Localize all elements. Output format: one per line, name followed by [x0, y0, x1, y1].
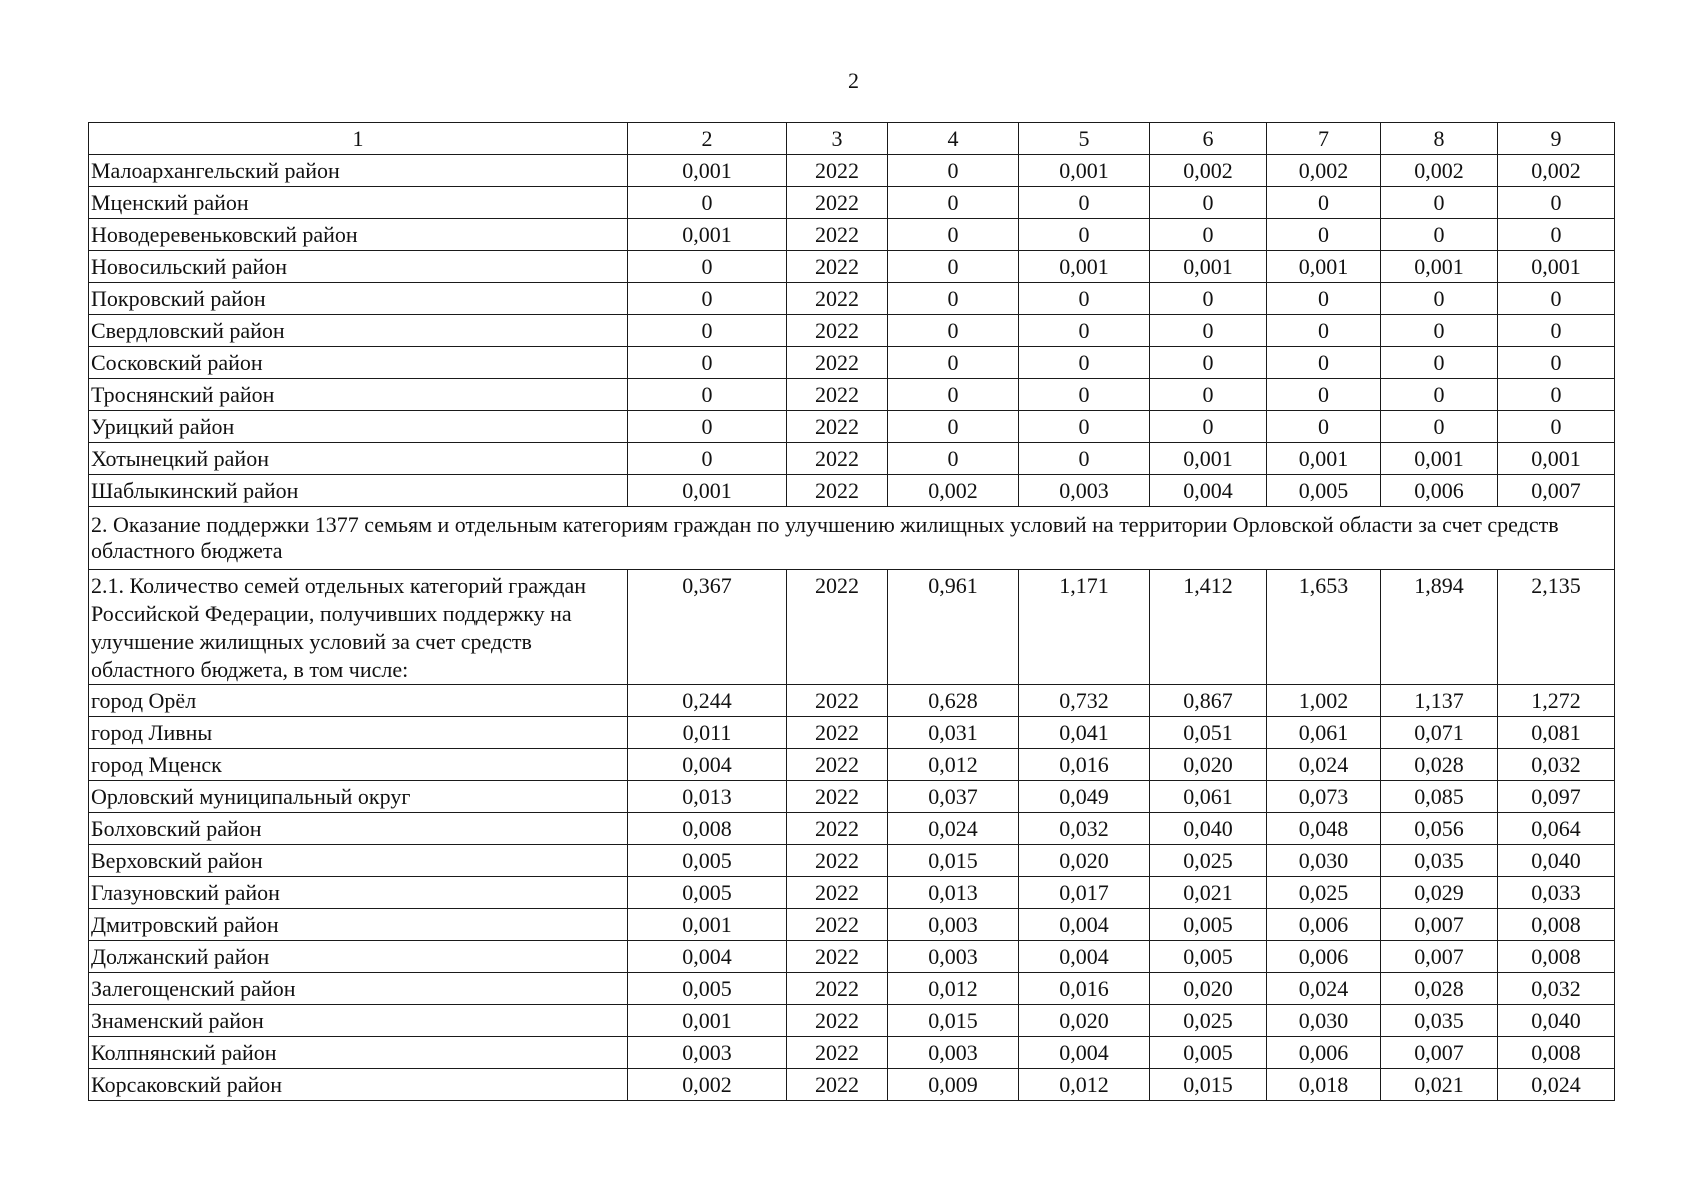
value-cell: 0,001: [1498, 443, 1615, 475]
value-cell: 0,007: [1381, 1037, 1498, 1069]
value-cell: 0: [1019, 187, 1150, 219]
table-body: [89, 123, 1615, 1101]
territory-name: Орловский муниципальный округ: [89, 781, 628, 813]
value-cell: 2022: [787, 909, 888, 941]
indicator-row: [89, 570, 1615, 685]
table-row: [89, 909, 1615, 941]
value-cell: 0: [1381, 379, 1498, 411]
value-cell: 0,048: [1267, 813, 1381, 845]
value-cell: 0: [1498, 283, 1615, 315]
value-cell: 0: [888, 187, 1019, 219]
value-cell: 0,028: [1381, 749, 1498, 781]
table-row: [89, 187, 1615, 219]
value-cell: 0: [888, 315, 1019, 347]
value-cell: 0: [1381, 347, 1498, 379]
value-cell: 0,961: [888, 570, 1019, 685]
value-cell: 0,020: [1150, 973, 1267, 1005]
value-cell: 0,025: [1150, 1005, 1267, 1037]
value-cell: 0,085: [1381, 781, 1498, 813]
territory-name: Свердловский район: [89, 315, 628, 347]
value-cell: 0: [628, 251, 787, 283]
value-cell: 0,003: [888, 1037, 1019, 1069]
value-cell: 0: [1498, 219, 1615, 251]
value-cell: 0,020: [1019, 1005, 1150, 1037]
section-heading: 2. Оказание поддержки 1377 семьям и отдельным категориям граждан по улучшению жилищных условий на территории Орловской области за счет средств областного бюджета: [89, 507, 1615, 570]
territory-name: Покровский район: [89, 283, 628, 315]
value-cell: 0: [1381, 315, 1498, 347]
value-cell: 0: [628, 411, 787, 443]
territory-name: Мценский район: [89, 187, 628, 219]
value-cell: 0,064: [1498, 813, 1615, 845]
value-cell: 0: [888, 283, 1019, 315]
value-cell: 0,004: [1019, 909, 1150, 941]
value-cell: 0,012: [888, 973, 1019, 1005]
value-cell: 0,001: [628, 909, 787, 941]
value-cell: 0,073: [1267, 781, 1381, 813]
value-cell: 0,071: [1381, 717, 1498, 749]
value-cell: 0,061: [1150, 781, 1267, 813]
value-cell: 0,007: [1381, 909, 1498, 941]
value-cell: 0,001: [1267, 251, 1381, 283]
value-cell: 2022: [787, 347, 888, 379]
value-cell: 0,020: [1150, 749, 1267, 781]
column-number: 2: [628, 123, 787, 155]
value-cell: 0: [1150, 283, 1267, 315]
territory-name: Дмитровский район: [89, 909, 628, 941]
territory-name: город Орёл: [89, 685, 628, 717]
value-cell: 0,016: [1019, 973, 1150, 1005]
value-cell: 2,135: [1498, 570, 1615, 685]
value-cell: 0,030: [1267, 1005, 1381, 1037]
value-cell: 2022: [787, 443, 888, 475]
value-cell: 0,007: [1381, 941, 1498, 973]
value-cell: 0,004: [1019, 941, 1150, 973]
value-cell: 0,061: [1267, 717, 1381, 749]
table-row: [89, 717, 1615, 749]
value-cell: 0: [888, 155, 1019, 187]
value-cell: 0,003: [1019, 475, 1150, 507]
value-cell: 0,005: [1150, 941, 1267, 973]
table-row: [89, 379, 1615, 411]
value-cell: 0,005: [628, 973, 787, 1005]
value-cell: 0,013: [888, 877, 1019, 909]
value-cell: 0,024: [1498, 1069, 1615, 1101]
value-cell: 0,001: [1381, 251, 1498, 283]
value-cell: 0,003: [888, 909, 1019, 941]
value-cell: 2022: [787, 941, 888, 973]
value-cell: 0,015: [888, 845, 1019, 877]
value-cell: 0,007: [1498, 475, 1615, 507]
value-cell: 1,653: [1267, 570, 1381, 685]
value-cell: 0,001: [628, 219, 787, 251]
value-cell: 2022: [787, 685, 888, 717]
value-cell: 2022: [787, 379, 888, 411]
column-number: 8: [1381, 123, 1498, 155]
value-cell: 0: [1267, 347, 1381, 379]
value-cell: 0: [1267, 187, 1381, 219]
value-cell: 0: [888, 347, 1019, 379]
value-cell: 0,006: [1267, 909, 1381, 941]
value-cell: 0,031: [888, 717, 1019, 749]
territory-name: Верховский район: [89, 845, 628, 877]
territory-name: Малоархангельский район: [89, 155, 628, 187]
value-cell: 0,008: [1498, 909, 1615, 941]
territory-name: Хотынецкий район: [89, 443, 628, 475]
value-cell: 0,004: [1150, 475, 1267, 507]
value-cell: 0,006: [1267, 1037, 1381, 1069]
value-cell: 0: [1381, 411, 1498, 443]
value-cell: 0: [888, 219, 1019, 251]
column-number: 9: [1498, 123, 1615, 155]
territory-name: Корсаковский район: [89, 1069, 628, 1101]
table-row: [89, 155, 1615, 187]
column-number: 3: [787, 123, 888, 155]
territory-name: Залегощенский район: [89, 973, 628, 1005]
value-cell: 0,024: [888, 813, 1019, 845]
value-cell: 0,013: [628, 781, 787, 813]
value-cell: 0: [1150, 219, 1267, 251]
value-cell: 0: [1150, 379, 1267, 411]
value-cell: 2022: [787, 155, 888, 187]
value-cell: 0,002: [1267, 155, 1381, 187]
value-cell: 1,272: [1498, 685, 1615, 717]
value-cell: 0: [1267, 411, 1381, 443]
table-row: [89, 251, 1615, 283]
value-cell: 0,005: [628, 845, 787, 877]
value-cell: 0: [628, 283, 787, 315]
territory-name: Болховский район: [89, 813, 628, 845]
value-cell: 0: [1267, 283, 1381, 315]
column-number: 7: [1267, 123, 1381, 155]
value-cell: 0,035: [1381, 1005, 1498, 1037]
table-row: [89, 443, 1615, 475]
value-cell: 0,002: [888, 475, 1019, 507]
territory-name: город Ливны: [89, 717, 628, 749]
value-cell: 0,040: [1498, 845, 1615, 877]
value-cell: 0,005: [1267, 475, 1381, 507]
value-cell: 0,004: [1019, 1037, 1150, 1069]
table-row: [89, 1037, 1615, 1069]
value-cell: 0,002: [1150, 155, 1267, 187]
table-row: [89, 845, 1615, 877]
value-cell: 0,001: [1019, 251, 1150, 283]
value-cell: 0,030: [1267, 845, 1381, 877]
value-cell: 1,002: [1267, 685, 1381, 717]
table-row: [89, 475, 1615, 507]
value-cell: 0: [888, 251, 1019, 283]
value-cell: 0: [1019, 379, 1150, 411]
value-cell: 0: [1150, 347, 1267, 379]
value-cell: 0,024: [1267, 973, 1381, 1005]
value-cell: 0,011: [628, 717, 787, 749]
value-cell: 0,001: [1381, 443, 1498, 475]
value-cell: 0,001: [1267, 443, 1381, 475]
value-cell: 0: [1267, 315, 1381, 347]
value-cell: 0,033: [1498, 877, 1615, 909]
value-cell: 0,017: [1019, 877, 1150, 909]
value-cell: 2022: [787, 813, 888, 845]
value-cell: 0,004: [628, 749, 787, 781]
value-cell: 0: [1019, 347, 1150, 379]
value-cell: 2022: [787, 1069, 888, 1101]
value-cell: 0: [1019, 443, 1150, 475]
table-row: [89, 973, 1615, 1005]
value-cell: 0: [1150, 411, 1267, 443]
value-cell: 0: [1498, 315, 1615, 347]
value-cell: 0,025: [1150, 845, 1267, 877]
value-cell: 0,009: [888, 1069, 1019, 1101]
value-cell: 2022: [787, 845, 888, 877]
value-cell: 0: [1150, 187, 1267, 219]
value-cell: 1,137: [1381, 685, 1498, 717]
value-cell: 0: [1150, 315, 1267, 347]
value-cell: 2022: [787, 315, 888, 347]
territory-name: Урицкий район: [89, 411, 628, 443]
table-row: [89, 411, 1615, 443]
value-cell: 0,040: [1498, 1005, 1615, 1037]
territory-name: город Мценск: [89, 749, 628, 781]
value-cell: 0,003: [888, 941, 1019, 973]
value-cell: 0,049: [1019, 781, 1150, 813]
value-cell: 0,244: [628, 685, 787, 717]
value-cell: 2022: [787, 717, 888, 749]
table-row: [89, 941, 1615, 973]
value-cell: 0: [1267, 219, 1381, 251]
value-cell: 0,001: [628, 475, 787, 507]
value-cell: 0,001: [628, 1005, 787, 1037]
value-cell: 0,028: [1381, 973, 1498, 1005]
value-cell: 2022: [787, 877, 888, 909]
value-cell: 0,024: [1267, 749, 1381, 781]
column-number: 5: [1019, 123, 1150, 155]
value-cell: 0,032: [1498, 749, 1615, 781]
value-cell: 0: [628, 315, 787, 347]
value-cell: 0,021: [1150, 877, 1267, 909]
territory-name: Новосильский район: [89, 251, 628, 283]
value-cell: 0,029: [1381, 877, 1498, 909]
territory-name: Новодеревеньковский район: [89, 219, 628, 251]
value-cell: 0,001: [1150, 443, 1267, 475]
value-cell: 0: [628, 187, 787, 219]
table-row: [89, 813, 1615, 845]
value-cell: 0,041: [1019, 717, 1150, 749]
value-cell: 0: [1267, 379, 1381, 411]
value-cell: 0: [628, 347, 787, 379]
value-cell: 2022: [787, 1005, 888, 1037]
value-cell: 0,001: [1019, 155, 1150, 187]
value-cell: 2022: [787, 1037, 888, 1069]
value-cell: 2022: [787, 781, 888, 813]
value-cell: 0,006: [1267, 941, 1381, 973]
value-cell: 0,051: [1150, 717, 1267, 749]
value-cell: 0: [1498, 379, 1615, 411]
page-number: 2: [848, 68, 859, 93]
value-cell: 2022: [787, 475, 888, 507]
table-row: [89, 219, 1615, 251]
table-row: [89, 1005, 1615, 1037]
value-cell: 0: [1381, 283, 1498, 315]
value-cell: 0,002: [1498, 155, 1615, 187]
value-cell: 0,001: [1498, 251, 1615, 283]
column-number: 6: [1150, 123, 1267, 155]
value-cell: 0: [1498, 347, 1615, 379]
value-cell: 0,020: [1019, 845, 1150, 877]
value-cell: 0,008: [1498, 941, 1615, 973]
value-cell: 0: [888, 379, 1019, 411]
value-cell: 0: [1381, 219, 1498, 251]
table-row: [89, 1069, 1615, 1101]
territory-name: Колпнянский район: [89, 1037, 628, 1069]
value-cell: 2022: [787, 251, 888, 283]
value-cell: 0: [1019, 411, 1150, 443]
value-cell: 0: [888, 443, 1019, 475]
value-cell: 0: [1019, 315, 1150, 347]
table-row: [89, 283, 1615, 315]
value-cell: 1,412: [1150, 570, 1267, 685]
value-cell: 0,002: [1381, 155, 1498, 187]
value-cell: 1,894: [1381, 570, 1498, 685]
territory-name: Троснянский район: [89, 379, 628, 411]
value-cell: 0,005: [628, 877, 787, 909]
value-cell: 0,081: [1498, 717, 1615, 749]
value-cell: 0,001: [628, 155, 787, 187]
value-cell: 0,005: [1150, 1037, 1267, 1069]
value-cell: 0: [1019, 283, 1150, 315]
table-row: [89, 315, 1615, 347]
value-cell: 0,005: [1150, 909, 1267, 941]
value-cell: 0: [1381, 187, 1498, 219]
value-cell: 2022: [787, 411, 888, 443]
value-cell: 2022: [787, 187, 888, 219]
value-cell: 0,008: [628, 813, 787, 845]
table-row: [89, 685, 1615, 717]
value-cell: 2022: [787, 219, 888, 251]
value-cell: 2022: [787, 749, 888, 781]
indicators-table: [88, 122, 1615, 1101]
value-cell: 0,002: [628, 1069, 787, 1101]
value-cell: 0,867: [1150, 685, 1267, 717]
value-cell: 0,628: [888, 685, 1019, 717]
territory-name: Знаменский район: [89, 1005, 628, 1037]
value-cell: 2022: [787, 570, 888, 685]
column-number: 1: [89, 123, 628, 155]
value-cell: 0,032: [1019, 813, 1150, 845]
table-row: [89, 877, 1615, 909]
value-cell: 0,008: [1498, 1037, 1615, 1069]
section-heading-row: [89, 507, 1615, 570]
territory-name: Глазуновский район: [89, 877, 628, 909]
value-cell: 0,367: [628, 570, 787, 685]
table-row: [89, 749, 1615, 781]
value-cell: 0,006: [1381, 475, 1498, 507]
value-cell: 0,004: [628, 941, 787, 973]
value-cell: 0,003: [628, 1037, 787, 1069]
table-row: [89, 347, 1615, 379]
value-cell: 0,025: [1267, 877, 1381, 909]
value-cell: 0,032: [1498, 973, 1615, 1005]
value-cell: 2022: [787, 283, 888, 315]
territory-name: Шаблыкинский район: [89, 475, 628, 507]
value-cell: 2022: [787, 973, 888, 1005]
value-cell: 0,732: [1019, 685, 1150, 717]
value-cell: 0: [1498, 411, 1615, 443]
value-cell: 0,037: [888, 781, 1019, 813]
value-cell: 0,015: [1150, 1069, 1267, 1101]
value-cell: 0: [628, 443, 787, 475]
value-cell: 0,040: [1150, 813, 1267, 845]
territory-name: Сосковский район: [89, 347, 628, 379]
value-cell: 0,012: [888, 749, 1019, 781]
value-cell: 0,097: [1498, 781, 1615, 813]
value-cell: 0,056: [1381, 813, 1498, 845]
value-cell: 0: [1498, 187, 1615, 219]
value-cell: 0,018: [1267, 1069, 1381, 1101]
table-row: [89, 781, 1615, 813]
value-cell: 0: [888, 411, 1019, 443]
value-cell: 1,171: [1019, 570, 1150, 685]
column-number-row: [89, 123, 1615, 155]
territory-name: Должанский район: [89, 941, 628, 973]
value-cell: 0,016: [1019, 749, 1150, 781]
value-cell: 0: [628, 379, 787, 411]
value-cell: 0,012: [1019, 1069, 1150, 1101]
indicator-name: 2.1. Количество семей отдельных категорий граждан Российской Федерации, получивших поддержку на улучшение жилищных условий за счет средств областного бюджета, в том числе:: [89, 570, 628, 685]
value-cell: 0,015: [888, 1005, 1019, 1037]
value-cell: 0: [1019, 219, 1150, 251]
value-cell: 0,035: [1381, 845, 1498, 877]
column-number: 4: [888, 123, 1019, 155]
value-cell: 0,021: [1381, 1069, 1498, 1101]
value-cell: 0,001: [1150, 251, 1267, 283]
